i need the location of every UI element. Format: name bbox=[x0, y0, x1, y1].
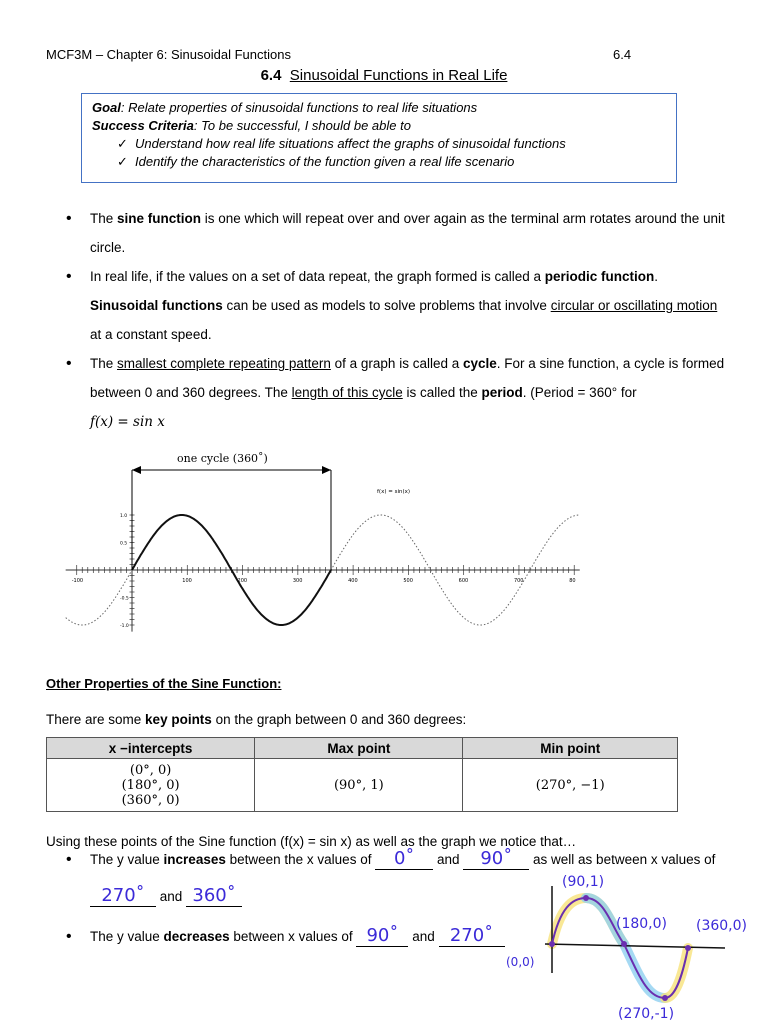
text: and bbox=[412, 929, 435, 944]
text: There are some bbox=[46, 712, 146, 727]
term-key-points: key points bbox=[145, 712, 212, 727]
header-x-intercepts: x −intercepts bbox=[47, 738, 255, 759]
legend-label: f(x) = sin(x) bbox=[377, 489, 411, 495]
underlined-text: smallest complete repeating pattern bbox=[117, 356, 331, 371]
bullet-cycle bbox=[66, 349, 730, 437]
sine-graph bbox=[55, 445, 595, 660]
term-sinusoidal-functions: Sinusoidal functions bbox=[90, 298, 223, 313]
bullet-periodic bbox=[66, 262, 730, 349]
sketch-label-max: (90,1) bbox=[562, 874, 605, 890]
observations-intro: Using these points of the Sine function (f(x) = sin x) as well as the graph we notice that… bbox=[46, 834, 577, 849]
increase-highlight bbox=[665, 948, 688, 998]
criteria-item: Understand how real life situations affect the graphs of sinusoidal functions bbox=[135, 136, 566, 151]
course-header: MCF3M – Chapter 6: Sinusoidal Functions bbox=[46, 47, 291, 62]
bullet-dot: • bbox=[66, 928, 72, 945]
goal-label: Goal bbox=[92, 100, 121, 115]
max-point-cell: (90°, 1) bbox=[255, 759, 463, 812]
x-intercept: (180°, 0) bbox=[121, 777, 180, 793]
text: In real life, if the values on a set of data repeat, the graph formed is called a bbox=[90, 269, 545, 284]
bullet-dot: • bbox=[66, 210, 72, 227]
y-tick-label: 0.5 bbox=[120, 541, 128, 547]
answer-blank[interactable]: 90˚ bbox=[356, 928, 408, 947]
header-max-point: Max point bbox=[255, 738, 463, 759]
key-points-table bbox=[46, 737, 678, 812]
answer-blank[interactable]: 0˚ bbox=[375, 851, 433, 870]
bullet-dot: • bbox=[66, 851, 72, 868]
text: The y value bbox=[90, 852, 164, 867]
answer-blank[interactable]: 270˚ bbox=[90, 888, 156, 907]
sketch-point bbox=[621, 941, 627, 947]
arrow-head-right bbox=[322, 466, 331, 474]
bullet-dot: • bbox=[66, 268, 72, 285]
text: The bbox=[90, 356, 118, 371]
section-number: 6.4 bbox=[613, 47, 632, 62]
goal-box bbox=[81, 93, 677, 183]
bullet-dot: • bbox=[66, 355, 72, 372]
check-icon: ✓ bbox=[117, 154, 128, 169]
answer-blank[interactable]: 360˚ bbox=[186, 888, 242, 907]
formula: f(x) = sin x bbox=[90, 414, 165, 430]
text: at a constant speed. bbox=[90, 327, 212, 342]
text: on the graph between 0 and 360 degrees: bbox=[211, 712, 467, 727]
text: . bbox=[654, 269, 659, 284]
text: between x values of bbox=[229, 929, 357, 944]
term-decreases: decreases bbox=[163, 929, 230, 944]
bullet-sine-function bbox=[66, 204, 730, 262]
term-periodic-function: periodic function bbox=[544, 269, 655, 284]
hand-sketch bbox=[500, 868, 768, 1024]
sketch-curve bbox=[552, 898, 688, 998]
term-sine-function: sine function bbox=[117, 211, 202, 226]
y-tick-label: 1.0 bbox=[120, 514, 128, 519]
text: between the x values of bbox=[225, 852, 376, 867]
underlined-text: length of this cycle bbox=[291, 385, 403, 400]
cycle-label: one cycle (360˚) bbox=[177, 452, 268, 465]
check-icon: ✓ bbox=[117, 136, 128, 151]
x-intercept: (360°, 0) bbox=[121, 792, 180, 808]
x-intercepts-cell bbox=[47, 759, 255, 812]
text: and bbox=[159, 889, 183, 904]
text: . (Period = 360° for bbox=[522, 385, 637, 400]
x-tick-label: 100 bbox=[182, 578, 192, 584]
term-period: period bbox=[481, 385, 523, 400]
text: of a graph is called a bbox=[330, 356, 463, 371]
header-min-point: Min point bbox=[463, 738, 678, 759]
arrow-head-left bbox=[132, 466, 141, 474]
goal-text: : Relate properties of sinusoidal functions to real life situations bbox=[120, 100, 478, 115]
success-criteria-label: Success Criteria bbox=[92, 118, 194, 133]
text: is one which will repeat over and over again as the terminal arm rotates around the unit circle. bbox=[90, 211, 725, 255]
sketch-point bbox=[549, 941, 555, 947]
bullet-increases-cont bbox=[90, 885, 242, 907]
criteria-item: Identify the characteristics of the function given a real life scenario bbox=[135, 154, 515, 169]
text: as well as between x values of bbox=[533, 852, 716, 867]
underlined-text: circular or oscillating motion bbox=[550, 298, 718, 313]
sketch-label-360: (360,0) bbox=[696, 918, 748, 934]
sketch-label-min: (270,-1) bbox=[618, 1006, 675, 1022]
bullet-decreases bbox=[66, 925, 505, 947]
sketch-label-origin: (0,0) bbox=[506, 955, 535, 969]
success-criteria-text: : To be successful, I should be able to bbox=[193, 118, 411, 133]
term-cycle: cycle bbox=[462, 356, 497, 371]
text: The y value bbox=[90, 929, 164, 944]
x-intercept: (0°, 0) bbox=[129, 762, 172, 778]
y-tick-label: -0.5 bbox=[120, 596, 129, 602]
sketch-x-axis bbox=[545, 944, 725, 948]
x-tick-label: -100 bbox=[71, 578, 84, 584]
answer-blank[interactable]: 270˚ bbox=[439, 928, 505, 947]
term-increases: increases bbox=[163, 852, 226, 867]
y-tick-labels bbox=[120, 513, 129, 629]
x-tick-label: 600 bbox=[458, 578, 469, 584]
x-tick-label: 700 bbox=[513, 578, 524, 584]
text: is called the bbox=[402, 385, 482, 400]
x-tick-label: 400 bbox=[348, 578, 358, 584]
answer-blank[interactable]: 90˚ bbox=[463, 851, 529, 870]
bullet-increases bbox=[66, 848, 716, 870]
x-tick-label: 300 bbox=[292, 578, 303, 584]
text: . For a sine function, a cycle is formed between 0 and 360 degrees. The bbox=[90, 356, 725, 400]
sketch-label-180: (180,0) bbox=[616, 916, 668, 932]
axes bbox=[66, 508, 580, 631]
text: The bbox=[90, 211, 118, 226]
title-text: Sinusoidal Functions in Real Life bbox=[289, 67, 508, 84]
x-tick-label: 200 bbox=[237, 578, 248, 584]
text: and bbox=[436, 852, 460, 867]
x-tick-label: 80 bbox=[569, 578, 576, 584]
sketch-point bbox=[685, 945, 691, 951]
section-heading: Other Properties of the Sine Function: bbox=[46, 676, 282, 691]
table-header-row bbox=[47, 738, 678, 759]
title-number: 6.4 bbox=[260, 67, 282, 84]
sketch-point bbox=[662, 995, 668, 1001]
table-row bbox=[47, 759, 678, 812]
min-point-cell: (270°, −1) bbox=[463, 759, 678, 812]
page-title bbox=[0, 67, 768, 84]
sketch-point bbox=[583, 895, 589, 901]
key-points-intro bbox=[46, 712, 466, 727]
text: can be used as models to solve problems that involve bbox=[222, 298, 551, 313]
x-tick-label: 500 bbox=[403, 578, 413, 584]
y-tick-label: -1.0 bbox=[120, 624, 129, 629]
